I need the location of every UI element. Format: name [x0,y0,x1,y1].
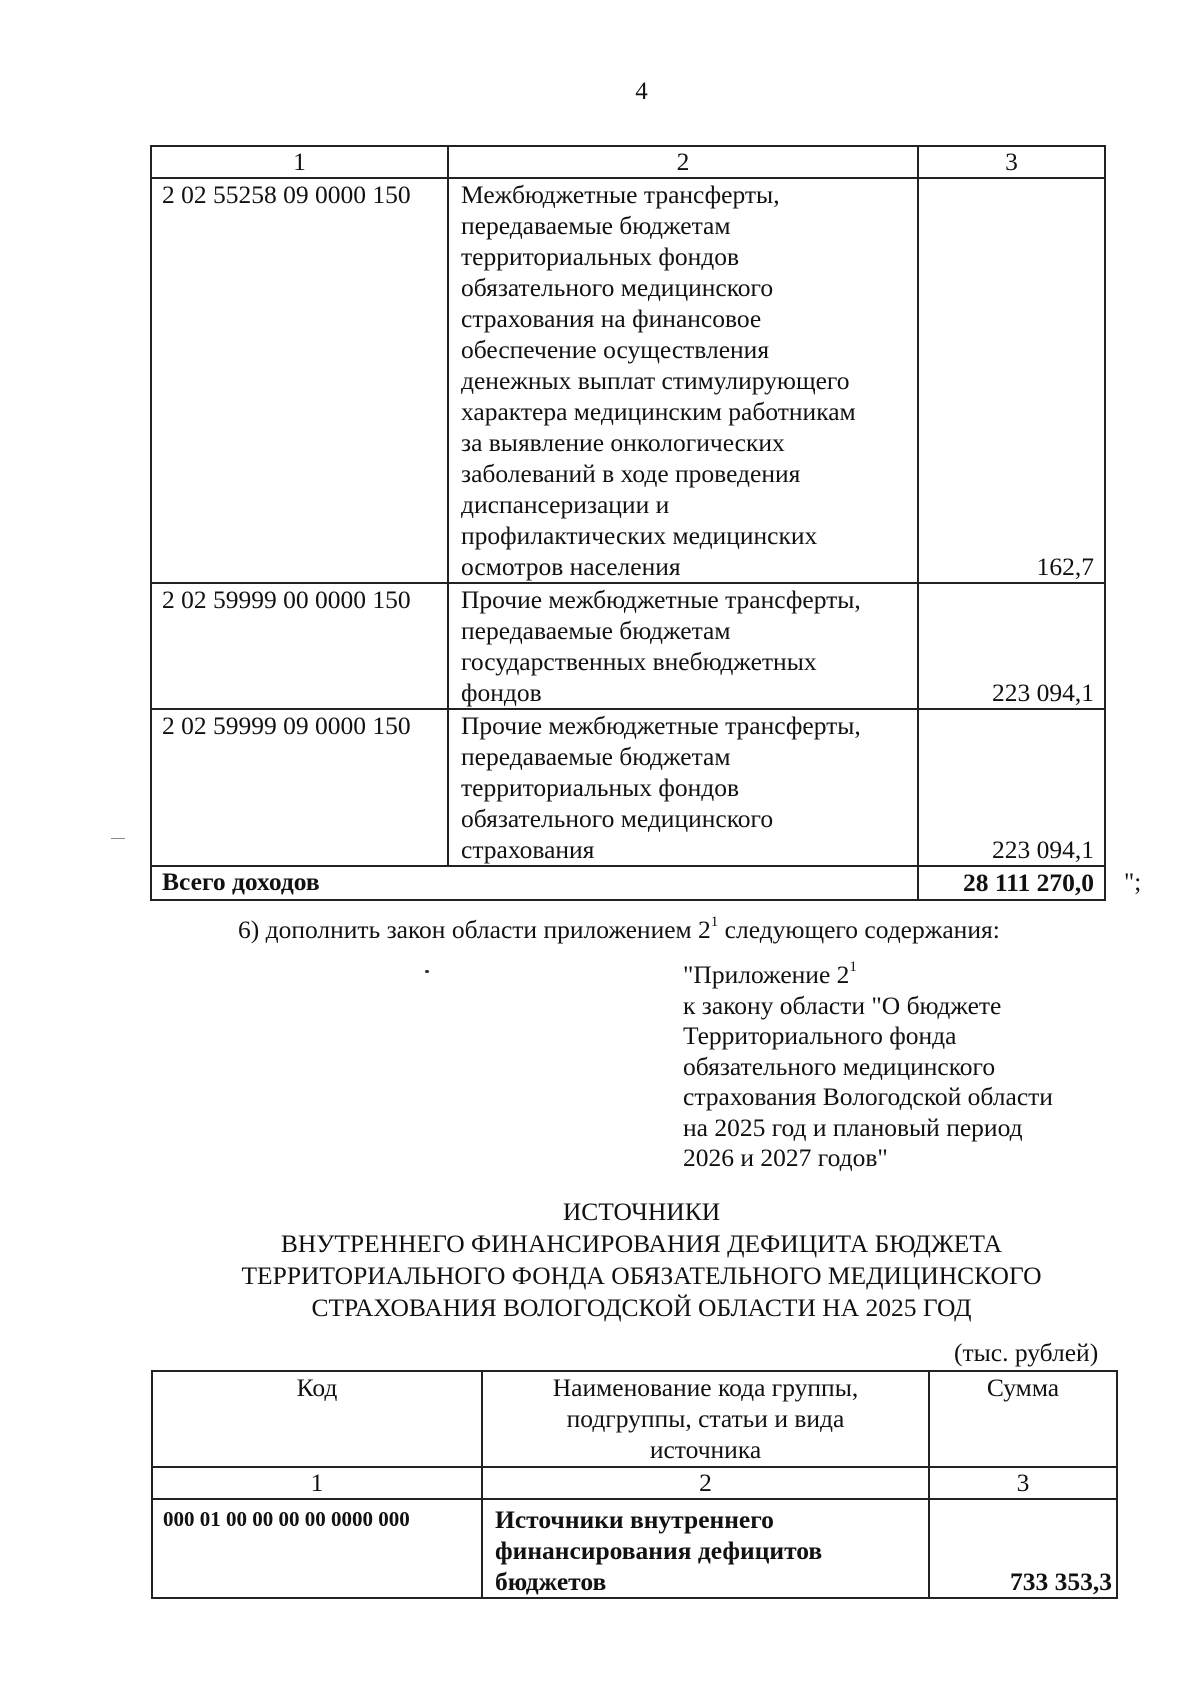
table-row [151,709,1105,866]
table-header-row [151,146,1105,178]
total-amount: 28 111 270,0 [918,866,1105,900]
budget-code: 2 02 59999 00 0000 150 [151,583,448,709]
closing-quote-mark: "; [1124,869,1142,896]
column-number: 3 [929,1467,1117,1499]
revenue-description: Прочие межбюджетные трансферты, передаваемые бюджетам государственных внебюджетных фондов [448,583,918,709]
table-header-row [152,1371,1117,1467]
amount-cell: 223 094,1 [918,583,1105,709]
amendment-item-6: 6) дополнить закон области приложением $2^1$ следующего содержания: [238,913,1000,944]
revenue-description: Прочие межбюджетные трансферты, передаваемые бюджетам территориальных фондов обязательного медицинского страхования [448,709,918,866]
amount-cell: 223 094,1 [918,709,1105,866]
column-number: 1 [152,1467,482,1499]
table-row [152,1499,1117,1598]
amount-cell: 733 353,3 [929,1499,1117,1598]
column-number-row [152,1467,1117,1499]
total-label: Всего доходов [151,866,918,900]
header-name: Наименование кода группы, подгруппы, статьи и вида источника [482,1371,929,1467]
page-number: 4 [635,78,648,105]
scan-speck [425,970,429,973]
table-row [151,178,1105,583]
column-number: 2 [482,1467,929,1499]
total-row [151,866,1105,900]
source-description: Источники внутреннего финансирования дефицитов бюджетов [482,1499,929,1598]
sources-table [151,1370,1118,1599]
table-row [151,583,1105,709]
budget-code: 2 02 55258 09 0000 150 [151,178,448,583]
margin-mark [111,838,125,839]
header-sum: Сумма [929,1371,1117,1467]
appendix-heading-block: "Приложение $2^1$ к закону области "О бюджете Территориального фонда обязательного медицинского страхования Вологодской области на 2025 год и плановый период 2026 и 2027 годов" [683,958,1053,1172]
column-number: 3 [918,146,1105,178]
column-number: 2 [448,146,918,178]
budget-code: 2 02 59999 09 0000 150 [151,709,448,866]
section-title: ИСТОЧНИКИ ВНУТРЕННЕГО ФИНАНСИРОВАНИЯ ДЕФИЦИТА БЮДЖЕТА ТЕРРИТОРИАЛЬНОГО ФОНДА ОБЯЗАТЕЛЬНОГО МЕДИЦИНСКОГО СТРАХОВАНИЯ ВОЛОГОДСКОЙ ОБЛАСТИ НА 2025 ГОД [241,1197,1042,1322]
source-code: 000 01 00 00 00 00 0000 000 [152,1499,482,1598]
units-label: (тыс. рублей) [954,1338,1099,1367]
revenue-description: Межбюджетные трансферты, передаваемые бюджетам территориальных фондов обязательного медицинского страхования на финансовое обеспечение осуществления денежных выплат стимулирующего характера медицинским работникам за выявление онкологических заболеваний в ходе проведения диспансеризации и профилактических медицинских осмотров населения [448,178,918,583]
revenue-table [150,145,1106,901]
column-number: 1 [151,146,448,178]
amount-cell: 162,7 [918,178,1105,583]
header-code: Код [152,1371,482,1467]
